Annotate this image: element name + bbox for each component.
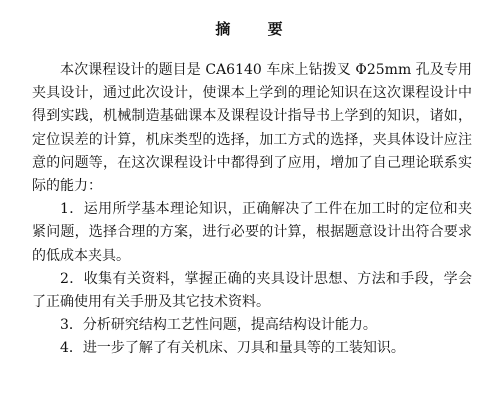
abstract-body bbox=[32, 59, 472, 361]
intro-paragraph: 本次课程设计的题目是 CA6140 车床上钻拨叉 Φ25mm 孔及专用夹具设计，通过此次设计，使课本上学到的理论知识在这次课程设计中得到实践，机械制造基础课本及课程设计指导书上学到的知识，诸如，定位误差的计算，机床类型的选择，加工方式的选择，夹具体设计应注意的问题等，在这次课程设计中都得到了应用，增加了自己理论联系实际的能力： bbox=[32, 62, 472, 195]
list-item-1: 1．运用所学基本理论知识，正确解决了工件在加工时的定位和夹紧问题，选择合理的方案，进行必要的计算，根据题意设计出符合要求的低成本夹具。 bbox=[32, 201, 472, 264]
list-item-4: 4．进一步了解了有关机床、刀具和量具等的工装知识。 bbox=[60, 340, 405, 357]
abstract-title: 摘 要 bbox=[215, 20, 299, 38]
list-item-3: 3．分析研究结构工艺性问题，提高结构设计能力。 bbox=[60, 317, 377, 334]
list-item-2: 2．收集有关资料，掌握正确的夹具设计思想、方法和手段，学会了正确使用有关手册及其它技术资料。 bbox=[32, 270, 472, 311]
